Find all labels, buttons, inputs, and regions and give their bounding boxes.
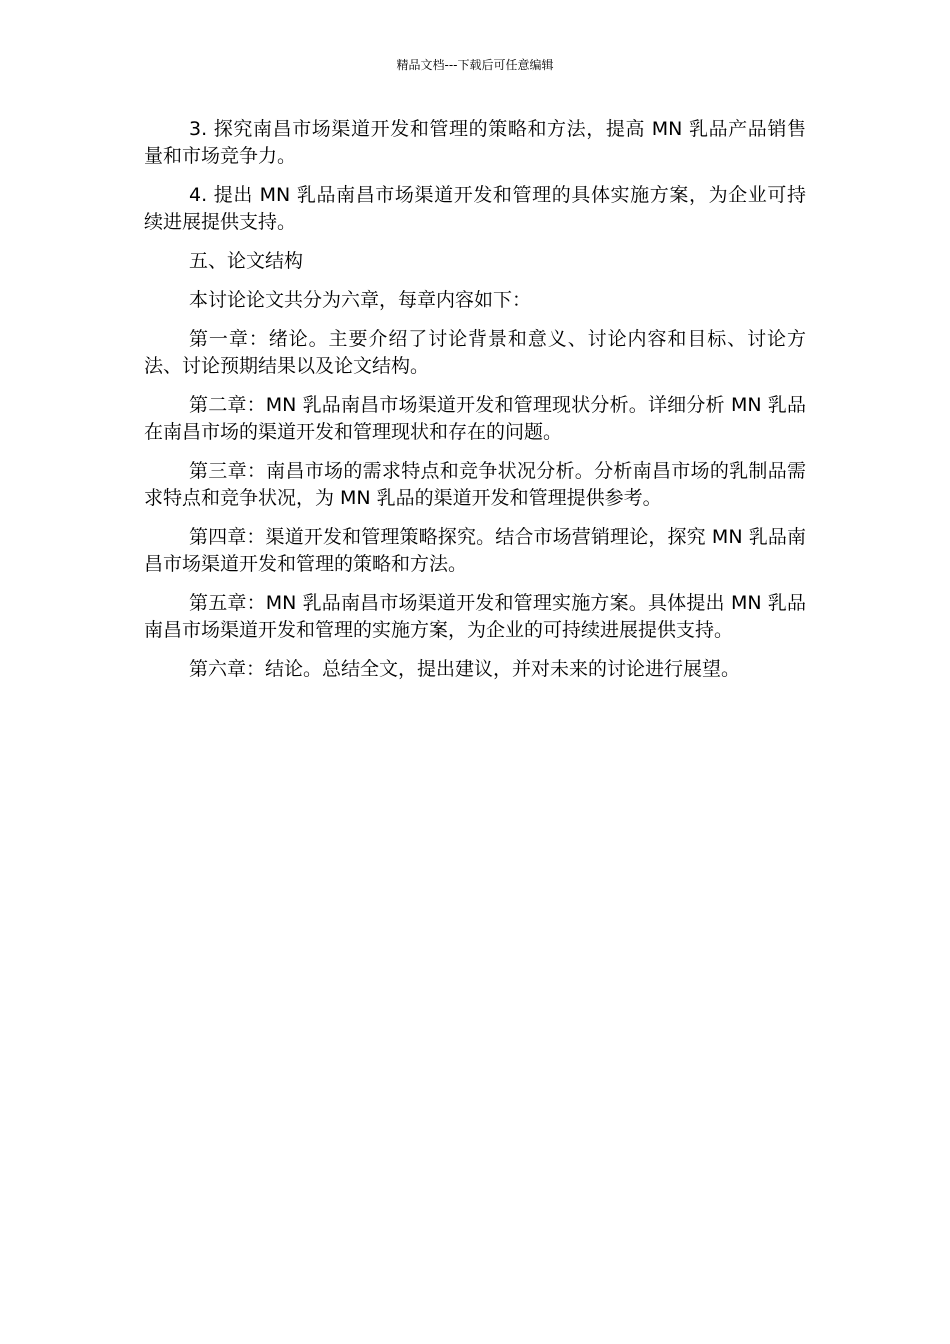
paragraph-objective-4: 4. 提出 MN 乳品南昌市场渠道开发和管理的具体实施方案，为企业可持续进展提供支持。 <box>144 184 806 233</box>
page-header: 精品文档---下载后可任意编辑 <box>396 58 554 72</box>
paragraph-chapter-2: 第二章：MN 乳品南昌市场渠道开发和管理现状分析。详细分析 MN 乳品在南昌市场的渠道开发和管理现状和存在的问题。 <box>144 394 806 443</box>
paragraph-chapter-5: 第五章：MN 乳品南昌市场渠道开发和管理实施方案。具体提出 MN 乳品南昌市场渠道开发和管理的实施方案，为企业的可持续进展提供支持。 <box>144 592 806 641</box>
paragraph-objective-3: 3. 探究南昌市场渠道开发和管理的策略和方法，提高 MN 乳品产品销售量和市场竞争力。 <box>144 118 806 167</box>
document-body <box>144 116 806 695</box>
section-heading-structure: 五、论文结构 <box>189 250 304 272</box>
paragraph-chapter-3: 第三章：南昌市场的需求特点和竞争状况分析。分析南昌市场的乳制品需求特点和竞争状况，为 MN 乳品的渠道开发和管理提供参考。 <box>144 460 806 509</box>
paragraph-chapter-4: 第四章：渠道开发和管理策略探究。结合市场营销理论，探究 MN 乳品南昌市场渠道开发和管理的策略和方法。 <box>144 526 806 575</box>
paragraph-structure-intro: 本讨论论文共分为六章，每章内容如下： <box>189 289 532 311</box>
paragraph-chapter-1: 第一章：绪论。主要介绍了讨论背景和意义、讨论内容和目标、讨论方法、讨论预期结果以及论文结构。 <box>144 328 806 377</box>
paragraph-chapter-6: 第六章：结论。总结全文，提出建议，并对未来的讨论进行展望。 <box>189 658 741 680</box>
